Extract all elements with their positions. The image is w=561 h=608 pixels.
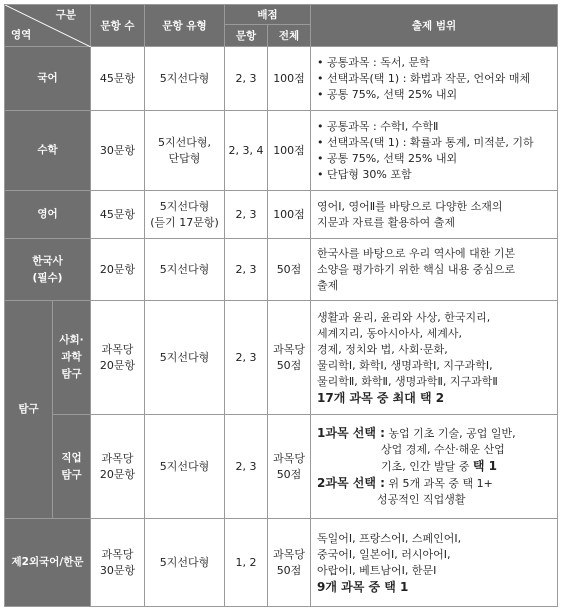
scope-line: • 선택과목(택 1) : 확률과 통계, 미적분, 기하 [317,135,534,149]
header-total: 전체 [268,25,311,47]
row-korean [5,47,558,111]
scope-line: 소양을 평가하기 위한 핵심 내용 중심으로 [317,262,516,276]
scope-line: 경제, 정치와 법, 사회·문화, [317,342,448,356]
scope-line: 물리학Ⅱ, 화학Ⅱ, 생명과학Ⅱ, 지구과학Ⅱ [317,374,498,388]
option2-line [317,475,551,492]
scope-line: 한국사를 바탕으로 우리 역사에 대한 기본 [317,246,516,260]
type-math [145,111,225,191]
row-inquiry-vocational [5,415,558,519]
header-row-1 [5,5,558,25]
scope-korean [311,47,558,111]
area-math: 수학 [5,111,91,191]
option1-text: 농업 기초 기술, 공업 일반, [388,427,516,440]
type-english [145,191,225,239]
area-english: 영어 [5,191,91,239]
scope-line: 중국어Ⅰ, 일본어Ⅰ, 러시아어Ⅰ, [317,547,451,561]
corner-header [5,5,91,47]
area-history-line: 한국사 [32,254,63,267]
count-inquiry-social [91,301,145,415]
count-korean: 45문항 [91,47,145,111]
count-line: 과목당 [101,547,134,561]
exam-structure-table [4,4,558,607]
count-line: 과목당 [101,342,134,356]
scope-line: 출제 [317,278,339,292]
total-line: 50점 [276,563,302,577]
type-math-line: 5지선다형, [158,135,211,149]
count-english: 45문항 [91,191,145,239]
count-line: 20문항 [99,467,136,481]
total-line: 과목당 [273,547,305,561]
header-gubun: 구분 [55,9,76,21]
header-score: 배점 [225,5,311,25]
total-math: 100점 [268,111,311,191]
per-item-inquiry-social: 2, 3 [225,301,268,415]
scope-line: • 공통 75%, 선택 25% 내외 [317,87,458,101]
count-history: 20문항 [91,239,145,301]
type-korean: 5지선다형 [145,47,225,111]
count-line: 30문항 [99,563,136,577]
option1-text: 기초, 인간 발달 중 [381,460,473,473]
count-second-language [91,519,145,607]
sub-area-vocational [53,415,91,519]
scope-line: • 단답형 30% 포함 [317,167,412,181]
count-line: 20문항 [99,358,136,372]
option1-line [317,425,551,442]
total-line: 50점 [276,358,302,372]
type-english-line: (듣기 17문항) [150,215,219,229]
per-item-math: 2, 3, 4 [225,111,268,191]
header-per-item: 문항 [225,25,268,47]
type-inquiry-social: 5지선다형 [145,301,225,415]
sub-area-line: 사회· [59,334,84,346]
scope-line: 독일어Ⅰ, 프랑스어Ⅰ, 스페인어Ⅰ, [317,531,462,545]
total-inquiry-vocational [268,415,311,519]
per-item-inquiry-vocational: 2, 3 [225,415,268,519]
sub-area-line: 탐구 [61,468,82,481]
option1-line: 상업 경제, 수산·해운 산업 [381,443,505,456]
total-history: 50점 [268,239,311,301]
scope-line: 지문과 자료를 활용하여 출제 [317,215,456,229]
scope-line: • 선택과목(택 1) : 화법과 작문, 언어와 매체 [317,71,531,85]
per-item-english: 2, 3 [225,191,268,239]
row-math [5,111,558,191]
area-inquiry: 탐구 [5,301,53,519]
scope-line: • 공통과목 : 수학Ⅰ, 수학Ⅱ [317,119,439,133]
total-line: 과목당 [273,451,305,465]
scope-history [311,239,558,301]
option2-line: 성공적인 직업생활 [377,493,466,506]
scope-line: 아랍어Ⅰ, 베트남어Ⅰ, 한문Ⅰ [317,563,437,577]
area-second-language: 제2외국어/한문 [5,519,91,607]
total-korean: 100점 [268,47,311,111]
header-scope: 출제 범위 [311,5,558,47]
scope-line: • 공통과목 : 독서, 문학 [317,55,430,69]
header-area: 영역 [11,29,32,41]
option2-label: 2과목 선택 : [317,476,385,490]
total-line: 50점 [276,467,302,481]
sub-area-line: 탐구 [61,368,82,380]
type-second-language: 5지선다형 [145,519,225,607]
scope-second-language [311,519,558,607]
scope-math [311,111,558,191]
scope-inquiry-social [311,301,558,415]
row-english [5,191,558,239]
count-inquiry-vocational [91,415,145,519]
per-item-history: 2, 3 [225,239,268,301]
total-english: 100점 [268,191,311,239]
option1-label: 1과목 선택 : [317,426,385,440]
sub-area-line: 과학 [61,351,82,363]
header-type: 문항 유형 [145,5,225,47]
type-inquiry-vocational: 5지선다형 [145,415,225,519]
area-history [5,239,91,301]
scope-line: 생활과 윤리, 윤리와 사상, 한국지리, [317,310,491,324]
count-math: 30문항 [91,111,145,191]
scope-bold-line: 17개 과목 중 최대 택 2 [317,390,445,405]
sub-area-social-science [53,301,91,415]
area-history-line: (필수) [32,271,63,284]
header-count: 문항 수 [91,5,145,47]
option2-text: 위 5개 과목 중 택 1+ [388,477,493,490]
type-math-line: 단답형 [168,151,201,165]
total-inquiry-social [268,301,311,415]
option1-pick: 택 1 [472,459,498,473]
scope-line: 물리학Ⅰ, 화학Ⅰ, 생명과학Ⅰ, 지구과학Ⅰ, [317,358,493,372]
count-line: 과목당 [101,451,134,465]
per-item-korean: 2, 3 [225,47,268,111]
type-english-line: 5지선다형 [159,199,210,213]
type-history: 5지선다형 [145,239,225,301]
scope-inquiry-vocational [311,415,558,519]
scope-line: 영어Ⅰ, 영어Ⅱ를 바탕으로 다양한 소재의 [317,199,503,213]
area-korean: 국어 [5,47,91,111]
sub-area-line: 직업 [61,451,82,464]
exam-structure-table-wrapper [4,4,557,607]
row-history [5,239,558,301]
row-inquiry-social [5,301,558,415]
scope-line: • 공통 75%, 선택 25% 내외 [317,151,458,165]
scope-bold-line: 9개 과목 중 택 1 [317,579,409,594]
scope-english [311,191,558,239]
option1-line [317,458,551,475]
total-second-language [268,519,311,607]
per-item-second-language: 1, 2 [225,519,268,607]
scope-line: 세계지리, 동아시아사, 세계사, [317,326,463,340]
total-line: 과목당 [273,342,305,356]
row-second-language [5,519,558,607]
